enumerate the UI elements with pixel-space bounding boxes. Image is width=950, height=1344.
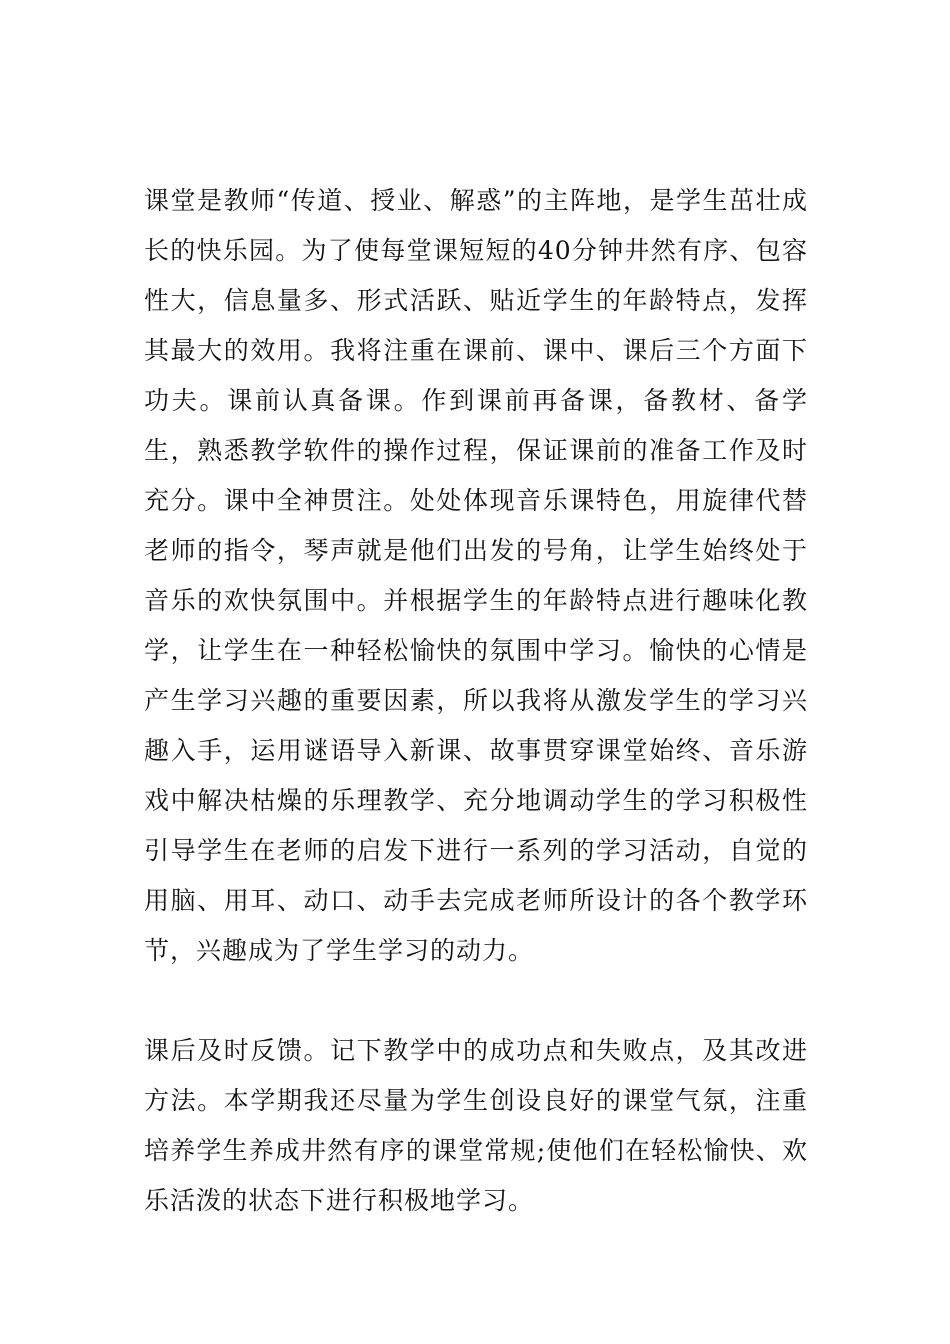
paragraph-after-class-feedback: 课后及时反馈。记下教学中的成功点和失败点，及其改进方法。本学期我还尽量为学生创设良好的课堂气氛，注重培养学生养成井然有序的课堂常规;使他们在轻松愉快、欢乐活泼的状态下进行积极地学习。 xyxy=(144,1036,808,1215)
document-body xyxy=(144,176,808,1226)
paragraph-classroom-teaching: 课堂是教师“传道、授业、解惑”的主阵地，是学生茁壮成长的快乐园。为了使每堂课短短的40分钟井然有序、包容性大，信息量多、形式活跃、贴近学生的年龄特点，发挥其最大的效用。我将注重在课前、课中、课后三个方面下功夫。课前认真备课。作到课前再备课，备教材、备学生，熟悉教学软件的操作过程，保证课前的准备工作及时充分。课中全神贯注。处处体现音乐课特色，用旋律代替老师的指令，琴声就是他们出发的号角，让学生始终处于音乐的欢快氛围中。并根据学生的年龄特点进行趣味化教学，让学生在一种轻松愉快的氛围中学习。愉快的心情是产生学习兴趣的重要因素，所以我将从激发学生的学习兴趣入手，运用谜语导入新课、故事贯穿课堂始终、音乐游戏中解决枯燥的乐理教学、充分地调动学生的学习积极性引导学生在老师的启发下进行一系列的学习活动，自觉的用脑、用耳、动口、动手去完成老师所设计的各个教学环节，兴趣成为了学生学习的动力。 xyxy=(144,186,808,965)
